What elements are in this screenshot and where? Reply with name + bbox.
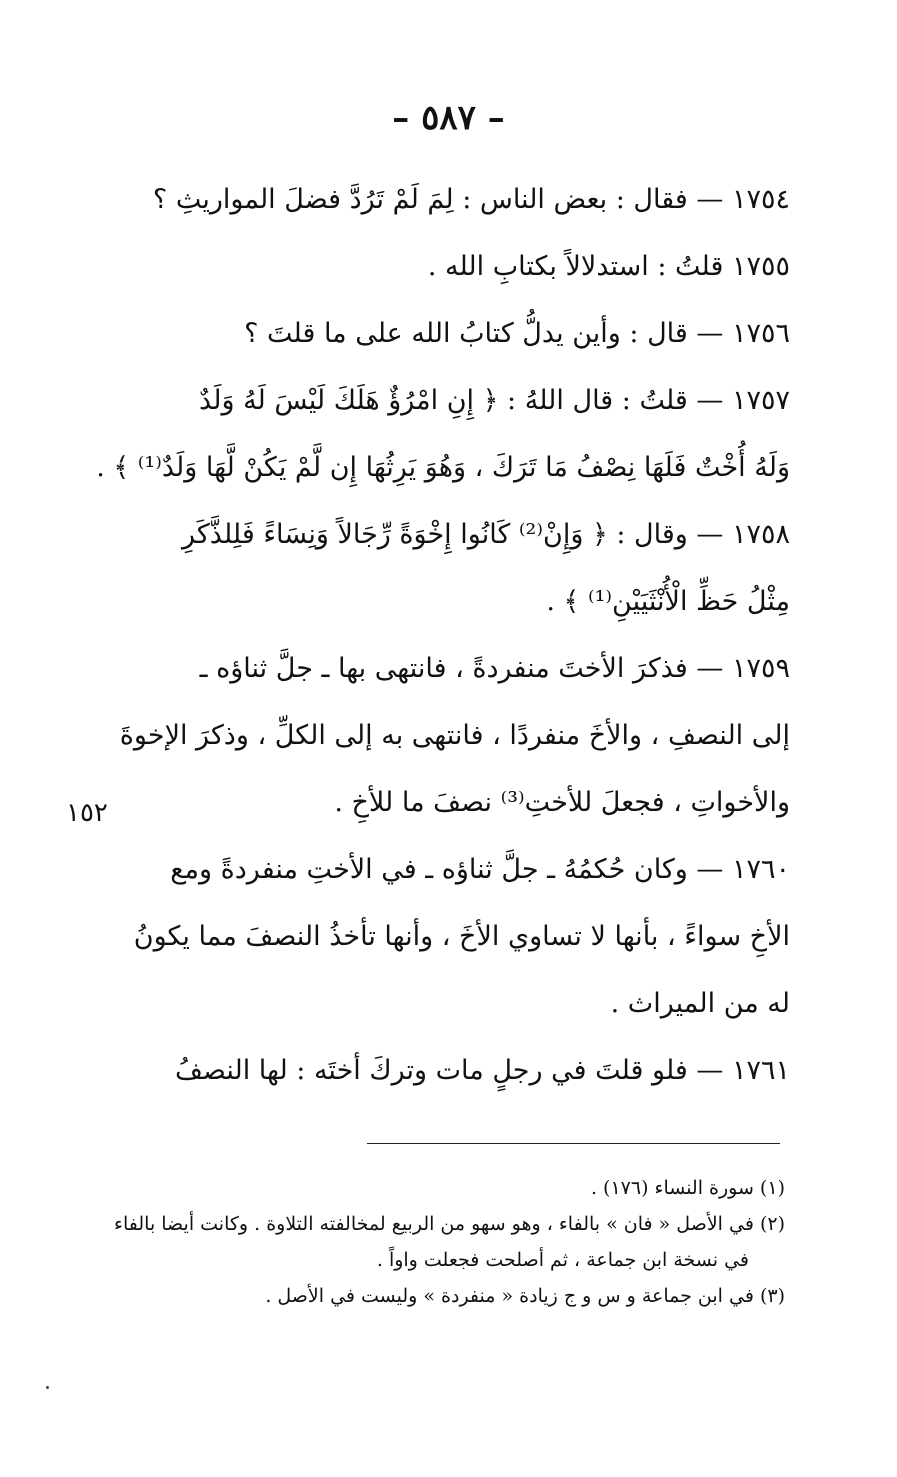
text-line: الأخِ سواءً ، بأنها لا تساوي الأخَ ، وأنها تأخذُ النصفَ مما يكونُ xyxy=(133,921,790,952)
text-line: ١٧٦١ — فلو قلتَ في رجلٍ مات وتركَ أختَه : لها النصفُ xyxy=(174,1055,790,1086)
text-line: ١٧٥٤ — فقال : بعض الناس : لِمَ لَمْ تَرُدَّ فضلَ المواريثِ ؟ xyxy=(152,184,790,215)
text-line: ١٧٥٩ — فذكرَ الأختَ منفردةً ، فانتهى بها ـ جلَّ ثناؤه ـ xyxy=(199,653,790,684)
main-text xyxy=(96,166,790,1104)
text-line: والأخواتِ ، فجعلَ للأختِ⁽³⁾ نصفَ ما للأخِ . xyxy=(334,787,790,818)
text-line: ١٧٥٨ — وقال : ﴿ وَإِنْ⁽²⁾ كَانُوا إِخْوَةً رِّجَالاً وَنِسَاءً فَلِلذَّكَرِ xyxy=(182,519,790,550)
footnote: (١) سورة النساء (١٧٦) . xyxy=(590,1177,785,1199)
text-line: ١٧٥٦ — قال : وأين يدلُّ كتابُ الله على ما قلتَ ؟ xyxy=(244,318,790,349)
text-line: له من الميراث . xyxy=(610,988,790,1019)
stray-mark xyxy=(46,1386,49,1389)
text-line: ١٧٦٠ — وكان حُكمُهُ ـ جلَّ ثناؤه ـ في الأختِ منفردةً ومع xyxy=(170,854,790,885)
footnote-divider xyxy=(367,1143,780,1144)
text-line: مِثْلُ حَظِّ الْأُنْثَيَيْنِ⁽¹⁾ ﴾ . xyxy=(546,586,790,617)
footnote-continuation: في نسخة ابن جماعة ، ثم أصلحت فجعلت واواً . xyxy=(376,1249,749,1271)
text-line: إلى النصفِ ، والأخَ منفردًا ، فانتهى به إلى الكلِّ ، وذكرَ الإخوةَ xyxy=(119,720,790,751)
margin-page-number: ١٥٢ xyxy=(66,798,108,828)
footnotes xyxy=(114,1170,785,1314)
page-number: – ٥٨٧ – xyxy=(392,98,505,138)
footnote: (٢) في الأصل « فان » بالفاء ، وهو سهو من الربيع لمخالفته التلاوة . وكانت أيضا بالفاء xyxy=(114,1213,785,1235)
text-line: ١٧٥٥ قلتُ : استدلالاً بكتابِ الله . xyxy=(427,251,790,282)
text-line: ١٧٥٧ — قلتُ : قال اللهُ : ﴿ إِنِ امْرُؤٌ هَلَكَ لَيْسَ لَهُ وَلَدٌ xyxy=(199,385,790,416)
footnote: (٣) في ابن جماعة و س و ج زيادة « منفردة » وليست في الأصل . xyxy=(265,1285,785,1307)
text-line: وَلَهُ أُخْتٌ فَلَهَا نِصْفُ مَا تَرَكَ ، وَهُوَ يَرِثُهَا إِن لَّمْ يَكُنْ لَّهَا وَلَدٌ⁽¹⁾ ﴾ . xyxy=(96,452,790,483)
